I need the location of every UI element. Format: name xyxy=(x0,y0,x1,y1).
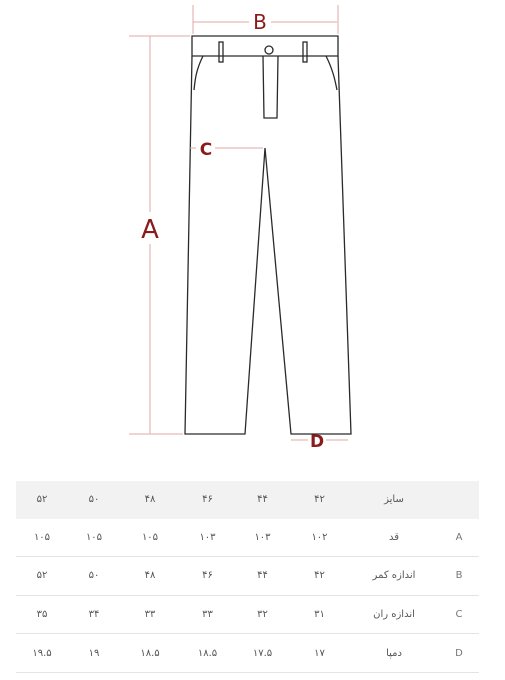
table-header-row xyxy=(16,481,479,519)
row-name-cell: اندازه ران xyxy=(349,595,439,634)
value-cell: ۳۴ xyxy=(68,595,120,634)
dimension-label-a: A xyxy=(141,215,159,245)
header-marker-cell xyxy=(439,481,479,519)
value-cell: ۴۴ xyxy=(235,557,290,596)
waistband xyxy=(192,36,338,56)
size-header-cell: ۵۲ xyxy=(16,481,68,519)
value-cell: ۱۰۵ xyxy=(120,519,180,557)
size-header-cell: ۴۲ xyxy=(290,481,349,519)
value-cell: ۱۷ xyxy=(290,634,349,673)
dimension-labels xyxy=(141,10,324,452)
value-cell: ۴۶ xyxy=(180,557,235,596)
value-cell: ۴۲ xyxy=(290,557,349,596)
value-cell: ۳۲ xyxy=(235,595,290,634)
fly-seam xyxy=(263,56,278,118)
size-header-cell: ۵۰ xyxy=(68,481,120,519)
value-cell: ۴۸ xyxy=(120,557,180,596)
value-cell: ۱۸.۵ xyxy=(120,634,180,673)
table-row xyxy=(16,595,479,634)
row-marker-cell: C xyxy=(439,595,479,634)
size-table xyxy=(16,481,479,673)
value-cell: ۱۸.۵ xyxy=(180,634,235,673)
table-row xyxy=(16,557,479,596)
row-name-cell: قد xyxy=(349,519,439,557)
row-name-cell: اندازه کمر xyxy=(349,557,439,596)
row-marker-cell: B xyxy=(439,557,479,596)
value-cell: ۵۲ xyxy=(16,557,68,596)
row-marker-cell: D xyxy=(439,634,479,673)
table-row xyxy=(16,519,479,557)
value-cell: ۳۵ xyxy=(16,595,68,634)
dimension-lines xyxy=(129,5,348,440)
value-cell: ۱۹.۵ xyxy=(16,634,68,673)
size-header-cell: ۴۸ xyxy=(120,481,180,519)
pants-outline xyxy=(185,36,351,434)
header-name-cell: سایز xyxy=(349,481,439,519)
value-cell: ۵۰ xyxy=(68,557,120,596)
value-cell: ۳۳ xyxy=(120,595,180,634)
value-cell: ۱۹ xyxy=(68,634,120,673)
value-cell: ۱۰۲ xyxy=(290,519,349,557)
pocket-right xyxy=(326,56,337,90)
value-cell: ۳۱ xyxy=(290,595,349,634)
table-row xyxy=(16,634,479,673)
size-header-cell: ۴۴ xyxy=(235,481,290,519)
pocket-left xyxy=(194,56,203,90)
value-cell: ۱۰۳ xyxy=(235,519,290,557)
dimension-label-b: B xyxy=(253,10,267,34)
row-name-cell: دمپا xyxy=(349,634,439,673)
size-header-cell: ۴۶ xyxy=(180,481,235,519)
pants-body xyxy=(185,56,351,434)
dimension-label-d: D xyxy=(309,432,325,452)
value-cell: ۱۷.۵ xyxy=(235,634,290,673)
dimension-label-c: C xyxy=(199,140,213,160)
value-cell: ۳۳ xyxy=(180,595,235,634)
value-cell: ۱۰۳ xyxy=(180,519,235,557)
row-marker-cell: A xyxy=(439,519,479,557)
value-cell: ۱۰۵ xyxy=(16,519,68,557)
value-cell: ۱۰۵ xyxy=(68,519,120,557)
